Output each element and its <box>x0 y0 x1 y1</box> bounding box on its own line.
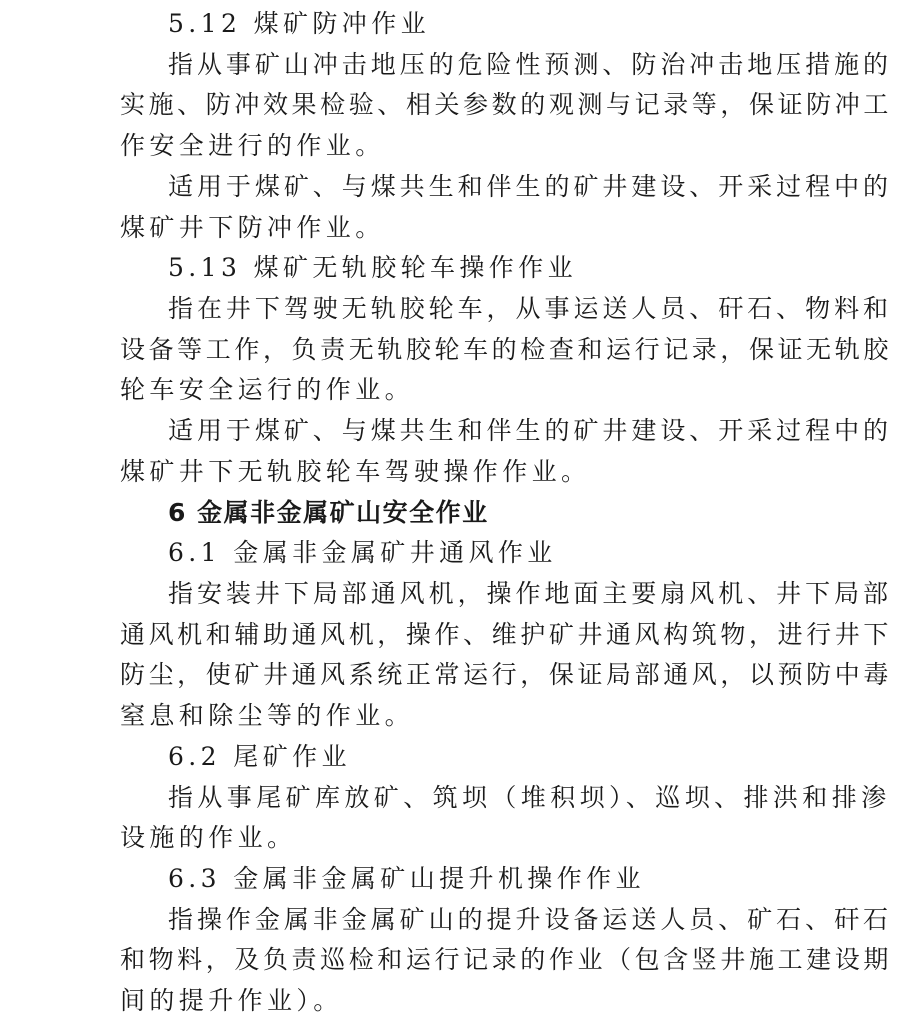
paragraph-line: 指从事尾矿库放矿、筑坝（堆积坝）、巡坝、排洪和排渗 <box>168 782 891 812</box>
section-6-2-title: 6.2 尾矿作业 <box>168 741 351 771</box>
section-5-12-title: 5.12 煤矿防冲作业 <box>168 9 431 38</box>
paragraph-line: 指从事矿山冲击地压的危险性预测、防治冲击地压措施的 <box>168 49 893 79</box>
section-5-13-title: 5.13 煤矿无轨胶轮车操作作业 <box>168 253 578 283</box>
paragraph-line: 轮车安全运行的作业。 <box>120 375 415 405</box>
paragraph-line: 和物料，及负责巡检和运行记录的作业（包含竖井施工建设期 <box>120 945 892 975</box>
paragraph-line: 适用于煤矿、与煤共生和伴生的矿井建设、开采过程中的 <box>168 171 893 201</box>
paragraph-line: 设施的作业。 <box>120 823 297 853</box>
paragraph-line: 适用于煤矿、与煤共生和伴生的矿井建设、开采过程中的 <box>168 416 893 446</box>
paragraph-line: 作安全进行的作业。 <box>120 131 385 161</box>
section-6-1-title: 6.1 金属非金属矿井通风作业 <box>168 538 557 568</box>
paragraph-line: 指操作金属非金属矿山的提升设备运送人员、矿石、矸石 <box>168 904 893 934</box>
paragraph-line: 指安装井下局部通风机，操作地面主要扇风机、井下局部 <box>168 578 893 608</box>
paragraph-line: 窒息和除尘等的作业。 <box>120 701 415 730</box>
paragraph-line: 煤矿井下无轨胶轮车驾驶操作作业。 <box>120 456 591 486</box>
paragraph-line: 实施、防冲效果检验、相关参数的观测与记录等，保证防冲工 <box>120 90 892 120</box>
section-6-3-title: 6.3 金属非金属矿山提升机操作作业 <box>168 863 645 893</box>
chapter-6-heading: 6 金属非金属矿山安全作业 <box>168 497 489 527</box>
paragraph-line: 间的提升作业）。 <box>120 986 343 1015</box>
paragraph-line: 煤矿井下防冲作业。 <box>120 212 385 242</box>
paragraph-line: 设备等工作，负责无轨胶轮车的检查和运行记录，保证无轨胶 <box>120 334 892 364</box>
paragraph-line: 通风机和辅助通风机，操作、维护矿井通风构筑物，进行井下 <box>120 619 892 649</box>
paragraph-line: 指在井下驾驶无轨胶轮车，从事运送人员、矸石、物料和 <box>168 294 893 323</box>
paragraph-line: 防尘，使矿井通风系统正常运行，保证局部通风，以预防中毒 <box>120 660 892 690</box>
